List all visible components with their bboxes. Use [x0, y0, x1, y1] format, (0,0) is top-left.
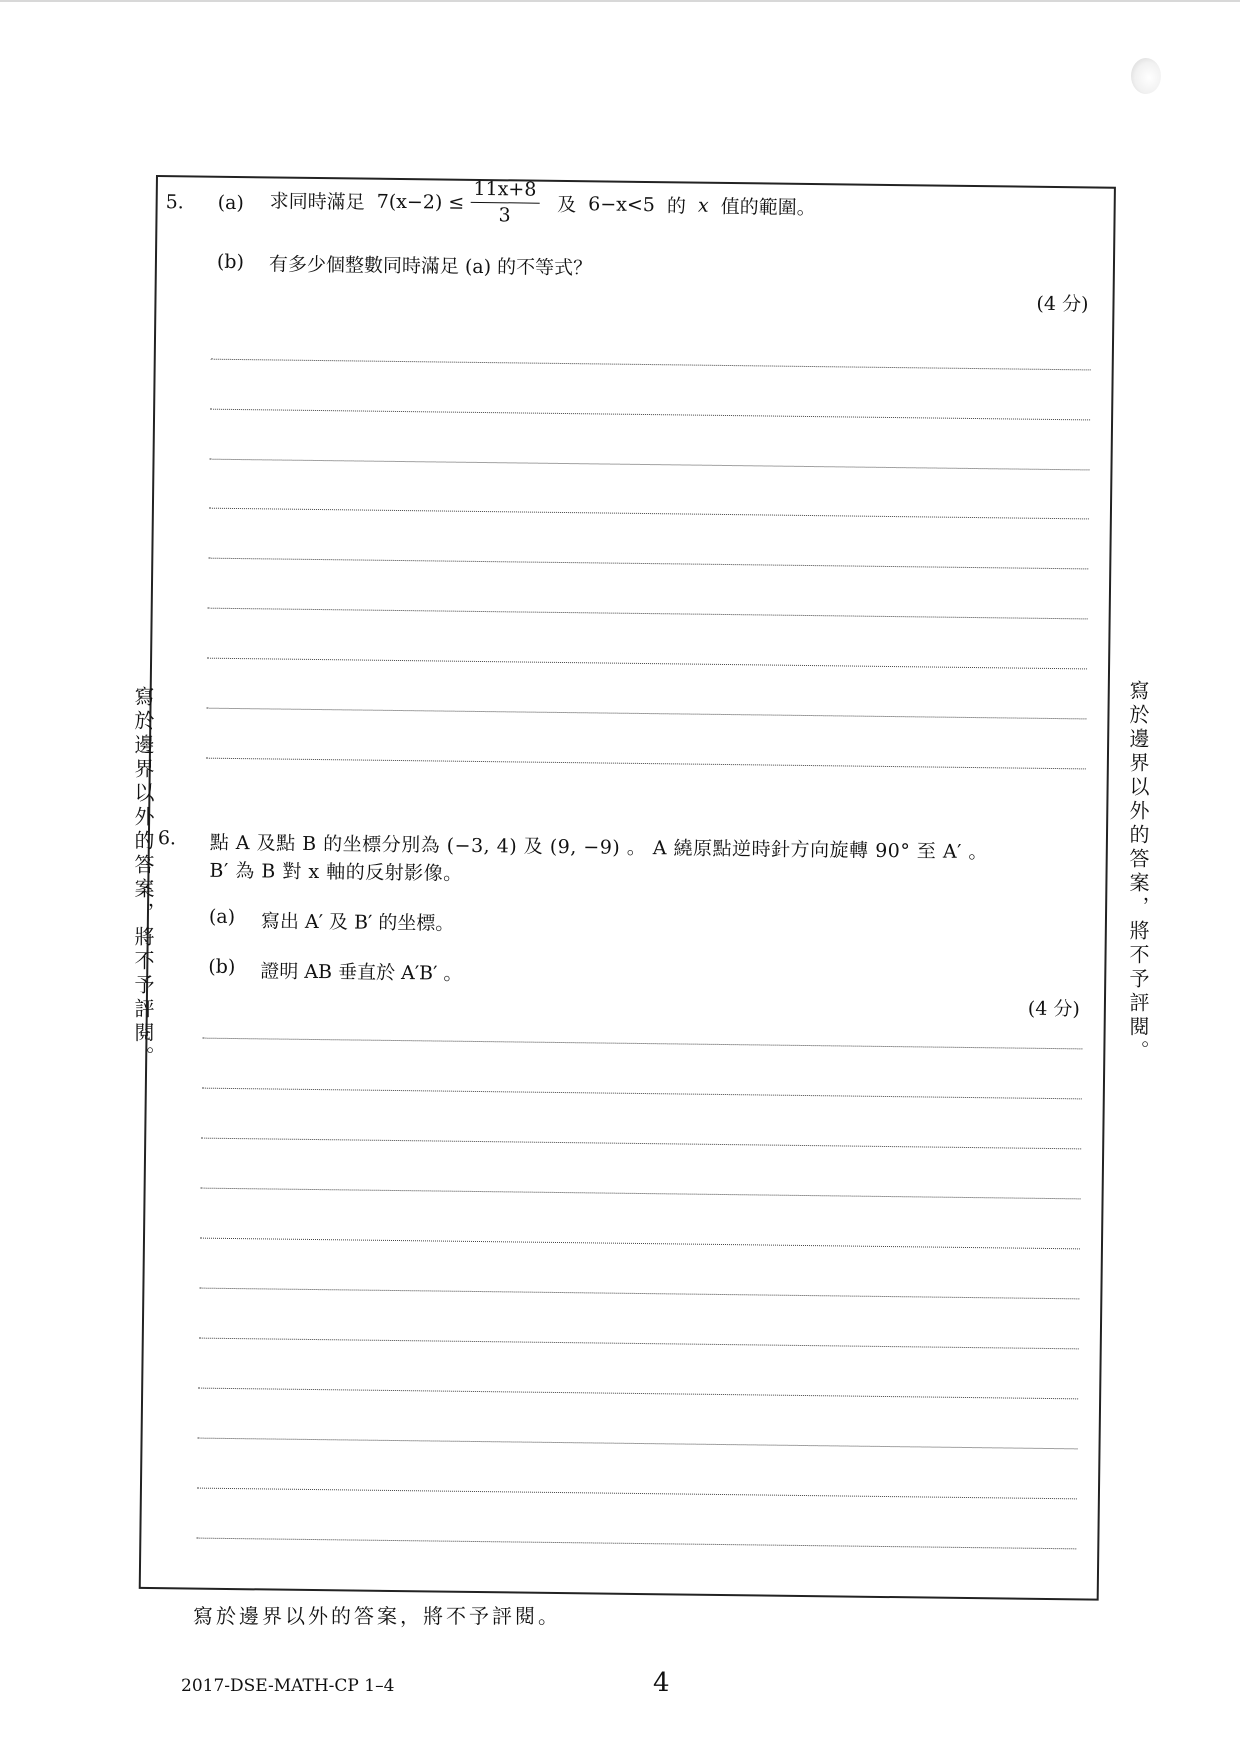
answer-line — [210, 409, 1090, 421]
answer-line — [199, 1338, 1079, 1350]
right-margin-note: 寫於邊界以外的答案，將不予評閱。 — [1126, 680, 1150, 1064]
q5-part-a-label: (a) — [217, 191, 244, 215]
bottom-margin-note: 寫於邊界以外的答案，將不予評閱。 — [193, 1604, 561, 1628]
answer-line — [198, 1388, 1078, 1400]
answer-line — [202, 1088, 1082, 1100]
q5-part-a-text — [269, 176, 816, 230]
q5-number: 5. — [165, 191, 184, 214]
q6-number: 6. — [157, 827, 177, 850]
answer-line — [201, 1188, 1081, 1200]
q5a-variable: x — [697, 194, 709, 217]
q6-stem-line-1: 點 A 及點 B 的坐標分別為 (−3, 4) 及 (9, −9) 。 A 繞原點逆時針方向旋轉 90° 至 A′ 。 — [209, 831, 989, 864]
left-margin-note: 寫於邊界以外的答案，將不予評閱。 — [131, 686, 155, 1070]
answer-frame — [139, 175, 1116, 1601]
q6-part-a-text: 寫出 A′ 及 B′ 的坐標。 — [260, 910, 455, 935]
paper-code: 2017-DSE-MATH-CP 1–4 — [181, 1676, 395, 1696]
answer-line — [208, 558, 1088, 570]
q5a-connector: 及 — [557, 194, 577, 217]
q6-part-a-label: (a) — [208, 905, 236, 929]
scan-edge — [0, 0, 1240, 2]
answer-line — [198, 1438, 1078, 1450]
answer-line — [197, 1488, 1077, 1500]
q6-marks: (4 分) — [1027, 997, 1080, 1021]
answer-line — [200, 1238, 1080, 1250]
q5a-text-before: 求同時滿足 — [269, 190, 365, 214]
q5a-text-after: 的 — [666, 195, 687, 218]
q5-part-b-text: 有多少個整數同時滿足 (a) 的不等式？ — [268, 253, 593, 280]
page-number: 4 — [653, 1668, 670, 1698]
answer-line — [202, 1038, 1082, 1050]
q5a-inequality-left: 7(x−2) ≤ — [376, 190, 465, 214]
q5-marks: (4 分) — [1036, 292, 1089, 316]
answer-line — [199, 1288, 1079, 1300]
q5-part-b-label: (b) — [216, 250, 245, 274]
punch-hole — [1131, 58, 1161, 94]
answer-line — [209, 508, 1089, 520]
answer-line — [206, 758, 1086, 770]
q6-part-b-label: (b) — [208, 955, 236, 979]
q6-stem-line-2: B′ 為 B 對 x 軸的反射影像。 — [209, 859, 463, 885]
answer-line — [210, 459, 1090, 471]
q5a-fraction — [470, 179, 539, 228]
q6-part-b-text: 證明 AB 垂直於 A′B′ 。 — [260, 960, 463, 985]
answer-line — [207, 658, 1087, 670]
q5a-fraction-numerator: 11x+8 — [470, 179, 539, 204]
answer-line — [208, 608, 1088, 620]
q5a-fraction-denominator: 3 — [498, 204, 511, 227]
answer-line — [201, 1138, 1081, 1150]
answer-line — [196, 1538, 1076, 1550]
q5a-inequality-2: 6−x<5 — [588, 193, 656, 216]
q5a-text-after-2: 值的範圍。 — [720, 196, 816, 220]
answer-line — [211, 359, 1091, 371]
answer-line — [206, 708, 1086, 720]
